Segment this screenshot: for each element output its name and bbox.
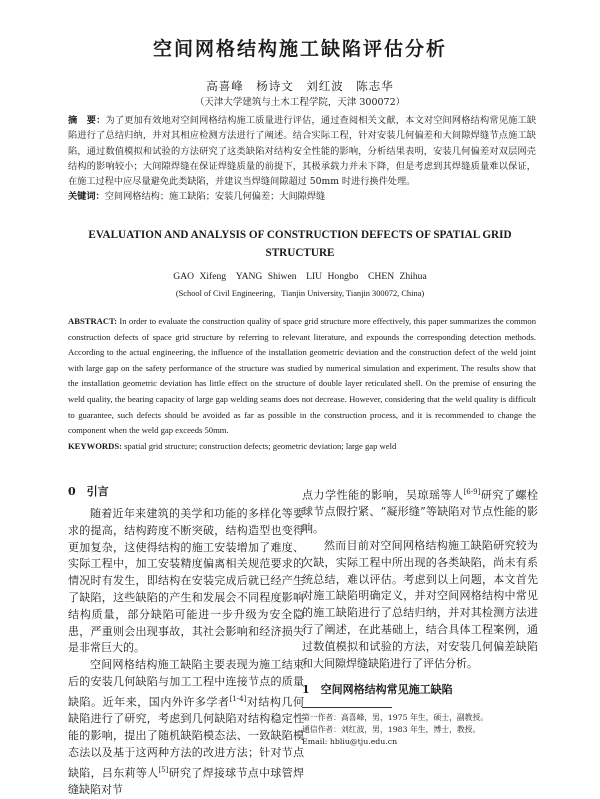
keywords-cn-label: 关键词： [68,191,105,203]
footnote-email: Email: hbliu@tju.edu.cn [302,737,398,747]
citation-6-9: [6-9] [463,488,481,496]
intro-p2-text-a: 空间网格结构施工缺陷主要表现为施工结束后的安装几何缺陷与加工工程中连接节点的质量缺陷。近年来，国内外许多学者 [68,658,304,709]
abstract-en-text: In order to evaluate the construction quality of space grid structure more effectively, this paper summarizes the common construction defects of space grid structure by referring to relevant literature, and expounds the corresponding detection methods. According to the actual engineering, the influence of the installation geometric deviation and the construction defect of the weld joint with large gap on the safety performance of the structure was studied by numerical simulation and experiment. The results show that the installation geometric deviation has little effect on the structure of double layer reticulated shell. On the premise of ensuring the weld quality, the bearing capacity of large gap welding seams does not decrease. However, considering that the weld quality is difficult to guarantee, such defects should be avoided as far as possible in the construction process, and it is recommended to change the component when the weld gap exceeds 50mm. [68,316,536,436]
intro-paragraph-2 [68,657,304,799]
abstract-en [68,314,536,454]
footnote-divider [302,707,392,708]
abstract-en-body [68,314,536,439]
affiliation-cn: （天津大学建筑与土木工程学院，天津 300072） [194,97,406,108]
keywords-cn [68,189,536,204]
footnote-first-author: 第一作者：高喜峰，男，1975 年生，硕士，副教授。 [302,713,489,723]
authors-cn: 高喜峰 杨诗文 刘红波 陈志华 [206,79,394,93]
citation-5: [5] [158,765,169,774]
body-column-left [68,484,304,799]
intro-paragraph-1: 随着近年来建筑的美学和功能的多样化等要求的提高，结构跨度不断突破，结构造型也变得更加复杂，这使得结构的施工安装增加了难度、实际工程中，加工安装精度偏离相关规范要求的情况时有发生，即结构在安装完成后就已经产生了缺陷，这些缺陷的产生和发展会不同程度影响结构质量，部分缺陷可能进一步升级为安全隐患，严重则会出现事故，其社会影响和经济损失是非常巨大的。 [68,507,304,655]
footnotes [302,712,538,748]
intro-p2-cont-text-a: 点力学性能的影响，吴琼瑶等人 [302,488,464,502]
paper-title-en [0,226,600,262]
abstract-cn-text: 为了更加有效地对空间网格结构施工质量进行评估，通过查阅相关文献，本文对空间网格结构常见施工缺陷进行了总结归纳，并对其相应检测方法进行了阐述。结合实际工程，针对安装几何偏差和大间隙焊缝节点施工缺陷，通过数值模拟和试验的方法研究了这类缺陷对结构安全性能的影响，分析结果表明，安装几何偏差对双层网壳结构的影响较小；大间隙焊缝在保证焊缝质量的前提下，其极承载力并未下降，但是考虑到其焊缝质量难以保证，在施工过程中应尽量避免此类缺陷，并建议当焊缝间隙超过 50mm 时进行换件处理。 [68,115,537,188]
keywords-en-text: spatial grid structure; construction defects; geometric deviation; large gap weld [124,440,397,451]
affiliation-en: (School of Civil Engineering，Tianjin University, Tianjin 300072, China) [175,289,425,298]
paper-title-en-line1: EVALUATION AND ANALYSIS OF CONSTRUCTION DEFECTS OF SPATIAL GRID [88,229,512,241]
intro-p2-cont-text-b: 研究了螺栓球节点假拧紧、“凝形缝”等缺陷对节点性能的影响。 [302,488,539,536]
authors-en: GAO Xifeng YANG Shiwen LIU Hongbo CHEN Zhihua [173,271,427,282]
keywords-en [68,439,536,455]
paper-title-en-line2: STRUCTURE [265,247,335,259]
intro-paragraph-2-cont [302,484,538,538]
abstract-cn [68,113,536,205]
keywords-en-label: KEYWORDS: [68,440,122,451]
intro-p2-text-c: 研究了焊接球节点中球管焊缝缺陷对节 [68,766,305,797]
intro-paragraph-3: 然而目前对空间网格结构施工缺陷研究较为欠缺，实际工程中所出现的各类缺陷，尚未有系统总结，难以评估。考虑到以上问题，本文首先对施工缺陷明确定义，并对空间网格结构中常见的施工缺陷进行了总结归纳，并对其检测方法进行了阐述，在此基础上，结合具体工程案例，通过数值模拟和试验的方法，对安装几何偏差缺陷和大间隙焊缝缺陷进行了评估分析。 [302,539,538,670]
citation-1-4: [1-4] [229,694,247,703]
footnote-corresponding-author: 通信作者：刘红波，男，1983 年生，博士，教授。 [302,725,481,735]
abstract-cn-body [68,113,536,189]
abstract-cn-label: 摘 要： [68,115,106,126]
keywords-cn-text: 空间网格结构；施工缺陷；安装几何偏差；大间隙焊缝 [104,191,326,203]
paper-title-cn: 空间网格结构施工缺陷评估分析 [152,38,447,60]
abstract-en-label: ABSTRACT: [68,316,118,326]
section-1-heading: 1 空间网格结构常见施工缺陷 [302,683,453,697]
body-column-right [302,484,538,748]
section-0-heading: 0 引言 [68,485,109,498]
intro-p2-text-b: 对结构几何缺陷进行了研究，考虑到几何缺陷对结构稳定性能的影响，提出了随机缺陷模态法、一致缺陷模态法以及基于这两种方法的改进方法；针对节点缺陷，吕东莉等人 [68,695,305,780]
